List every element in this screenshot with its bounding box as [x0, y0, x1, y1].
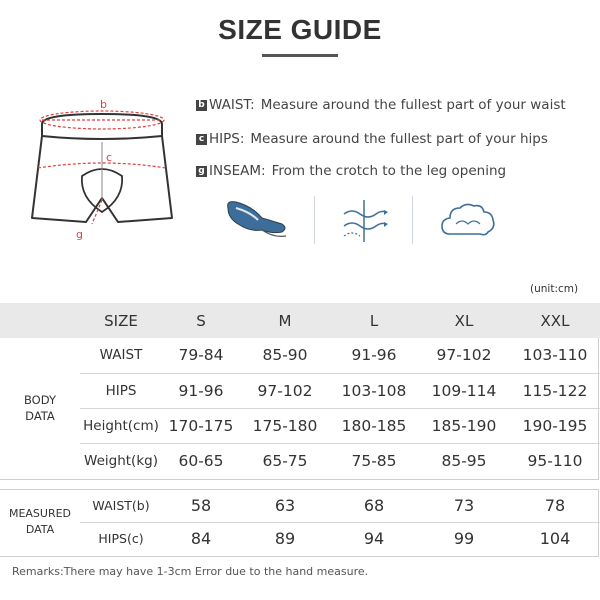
row-label: HIPS	[80, 373, 162, 408]
table-cell: 85-90	[240, 338, 330, 373]
table-row	[0, 408, 600, 443]
table-cell: 97-102	[240, 373, 330, 408]
table-cell: 58	[162, 489, 240, 522]
table-cell: 185-190	[418, 408, 510, 443]
group-label-line: MEASURED	[8, 507, 72, 520]
table-row	[0, 373, 600, 408]
table-cell: 85-95	[441, 451, 487, 470]
soft-cloud-icon	[440, 200, 496, 240]
diagram-label-b: b	[100, 98, 107, 111]
badge-b: b	[196, 100, 207, 111]
table-cell: 91-96	[162, 373, 240, 408]
table-cell: 89	[274, 529, 296, 549]
row-label: WAIST	[80, 338, 162, 373]
title-underline	[262, 54, 338, 57]
table-row	[0, 522, 600, 555]
table-cell: 73	[418, 489, 510, 522]
table-cell: 79-84	[162, 338, 240, 373]
table-cell: 63	[240, 489, 330, 522]
note-inseam	[196, 163, 506, 179]
row-label: HIPS(c)	[98, 531, 144, 547]
table-cell: 91-96	[330, 338, 418, 373]
note-waist-text: Measure around the fullest part of your waist	[260, 97, 566, 113]
size-col-header: S	[162, 303, 240, 338]
note-inseam-label: INSEAM:	[209, 163, 266, 179]
table-cell: 190-195	[510, 408, 600, 443]
table-cell: 115-122	[510, 373, 600, 408]
row-label: WAIST(b)	[80, 489, 162, 522]
table-row	[0, 443, 600, 478]
table-cell: 180-185	[330, 408, 418, 443]
row-label: Height(cm)	[80, 408, 162, 443]
size-col-header: XXL	[510, 303, 600, 338]
note-hips-text: Measure around the fullest part of your hips	[250, 131, 548, 147]
page-title: SIZE GUIDE	[218, 14, 382, 45]
icon-divider	[314, 196, 315, 244]
body-data-table	[0, 303, 600, 478]
table-cell: 94	[363, 529, 385, 549]
table-cell: 97-102	[418, 338, 510, 373]
icon-divider	[412, 196, 413, 244]
badge-g: g	[196, 166, 207, 177]
diagram-label-g: g	[76, 228, 83, 241]
table-cell: 109-114	[418, 373, 510, 408]
table-cell: 84	[190, 529, 212, 549]
group-label-line: DATA	[25, 523, 55, 536]
table-cell: 103-108	[330, 373, 418, 408]
table-cell: 78	[510, 489, 600, 522]
size-header: SIZE	[80, 303, 162, 338]
table-header-row	[0, 303, 600, 338]
note-hips	[196, 131, 548, 147]
empty-cell	[0, 303, 80, 338]
table-row	[0, 489, 600, 522]
unit-label: (unit:cm)	[530, 283, 579, 295]
group-label-line: BODY	[24, 393, 56, 407]
badge-c: c	[196, 134, 207, 145]
table-cell: 104	[539, 529, 571, 549]
row-label: Weight(kg)	[84, 452, 158, 469]
note-waist	[196, 97, 566, 113]
table-cell: 103-110	[510, 338, 600, 373]
note-hips-label: HIPS:	[209, 131, 245, 147]
table-cell: 65-75	[262, 451, 308, 470]
padded-seat-icon	[222, 196, 294, 244]
measured-data-group-label	[0, 489, 80, 555]
size-col-header: M	[240, 303, 330, 338]
group-label-line: DATA	[25, 409, 55, 423]
measured-data-table	[0, 489, 600, 555]
table-cell: 170-175	[162, 408, 240, 443]
note-waist-label: WAIST:	[209, 97, 255, 113]
breathable-fabric-icon	[340, 198, 388, 244]
table-cell: 95-110	[527, 451, 583, 470]
note-inseam-text: From the crotch to the leg opening	[271, 163, 507, 179]
table-cell: 99	[453, 529, 475, 549]
table-row	[0, 338, 600, 373]
size-col-header: L	[330, 303, 418, 338]
remarks-text: Remarks:There may have 1-3cm Error due to the hand measure.	[12, 565, 369, 578]
table-cell: 60-65	[178, 451, 224, 470]
table-cell: 175-180	[240, 408, 330, 443]
diagram-label-c: c	[106, 151, 113, 164]
shorts-diagram	[20, 90, 190, 250]
table-cell: 75-85	[351, 451, 397, 470]
body-data-group-label	[0, 338, 80, 478]
size-col-header: XL	[418, 303, 510, 338]
table-cell: 68	[330, 489, 418, 522]
